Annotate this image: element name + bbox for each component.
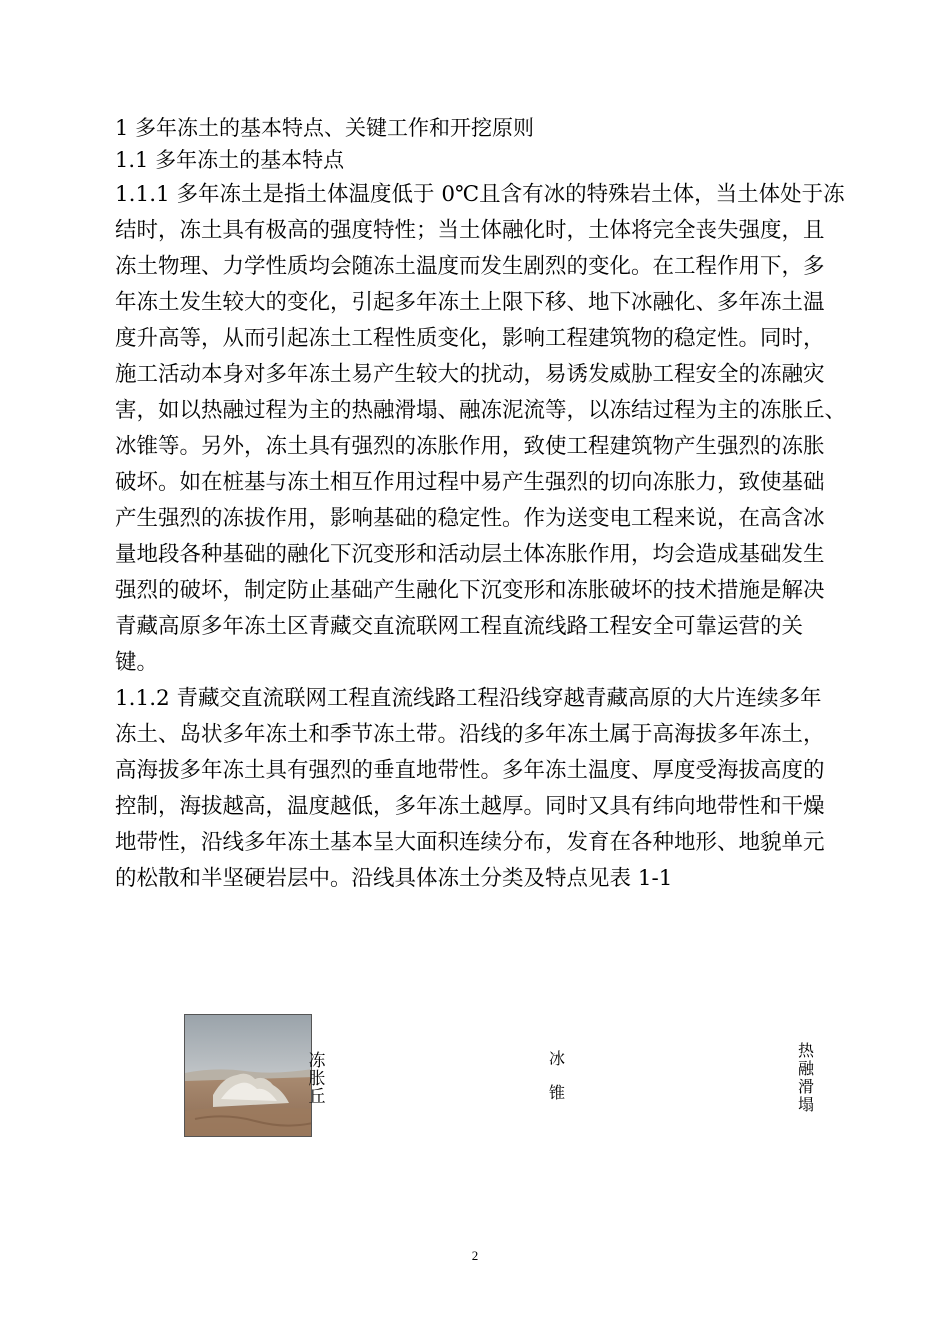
- text-line: 害，如以热融过程为主的热融滑塌、融冻泥流等，以冻结过程为主的冻胀丘、: [115, 398, 847, 423]
- text-line: 量地段各种基础的融化下沉变形和活动层土体冻胀作用，均会造成基础发生: [115, 542, 825, 567]
- text-line: 强烈的破坏，制定防止基础产生融化下沉变形和冻胀破坏的技术措施是解决: [115, 578, 825, 603]
- page-number: 2: [471, 1248, 479, 1263]
- paragraph-1-1-1: [115, 179, 857, 679]
- text-line: 控制，海拔越高，温度越低，多年冻土越厚。同时又具有纬向地带性和干燥: [115, 794, 825, 819]
- text-line: 1.1.2 青藏交直流联网工程直流线路工程沿线穿越青藏高原的大片连续多年: [115, 686, 822, 711]
- text-line: 高海拔多年冻土具有强烈的垂直地带性。多年冻土温度、厚度受海拔高度的: [115, 758, 825, 783]
- text-line: 年冻土发生较大的变化，引起多年冻土上限下移、地下冰融化、多年冻土温: [115, 290, 825, 315]
- frost-mound-label: 冻胀丘: [308, 1051, 326, 1107]
- section-heading: 1 多年冻土的基本特点、关键工作和开挖原则: [115, 116, 535, 140]
- text-line: 结时，冻土具有极高的强度特性；当土体融化时，土体将完全丧失强度，且: [115, 218, 825, 243]
- text-line: 产生强烈的冻拔作用，影响基础的稳定性。作为送变电工程来说，在高含冰: [115, 506, 825, 531]
- text-line: 键。: [115, 650, 159, 675]
- text-line: 施工活动本身对多年冻土易产生较大的扰动，易诱发威胁工程安全的冻融灾: [115, 362, 825, 387]
- text-line: 冻土物理、力学性质均会随冻土温度而发生剧烈的变化。在工程作用下，多: [115, 254, 825, 279]
- text-line: 地带性，沿线多年冻土基本呈大面积连续分布，发育在各种地形、地貌单元: [115, 830, 825, 855]
- text-line: 冻土、岛状多年冻土和季节冻土带。沿线的多年冻土属于高海拔多年冻土，: [115, 722, 825, 747]
- paragraph-1-1-2: [115, 683, 857, 895]
- text-line: 的松散和半坚硬岩层中。沿线具体冻土分类及特点见表 1-1: [115, 866, 673, 891]
- icing-label-top: 冰: [548, 1049, 565, 1068]
- figure-row: [184, 1014, 864, 1138]
- text-line: 1.1.1 多年冻土是指土体温度低于 0℃且含有冰的特殊岩土体，当土体处于冻: [115, 182, 845, 207]
- document-body: [115, 112, 857, 895]
- text-line: 破坏。如在桩基与冻土相互作用过程中易产生强烈的切向冻胀力，致使基础: [115, 470, 825, 495]
- text-line: 冰锥等。另外，冻土具有强烈的冻胀作用，致使工程建筑物产生强烈的冻胀: [115, 434, 825, 459]
- thaw-slump-label: 热融滑塌: [797, 1041, 814, 1114]
- frost-mound-photo: [184, 1014, 312, 1137]
- text-line: 度升高等，从而引起冻土工程性质变化，影响工程建筑物的稳定性。同时，: [115, 326, 825, 351]
- text-line: 青藏高原多年冻土区青藏交直流联网工程直流线路工程安全可靠运营的关: [115, 614, 804, 639]
- subsection-heading: 1.1 多年冻土的基本特点: [115, 148, 345, 172]
- icing-label-bottom: 锥: [548, 1083, 565, 1102]
